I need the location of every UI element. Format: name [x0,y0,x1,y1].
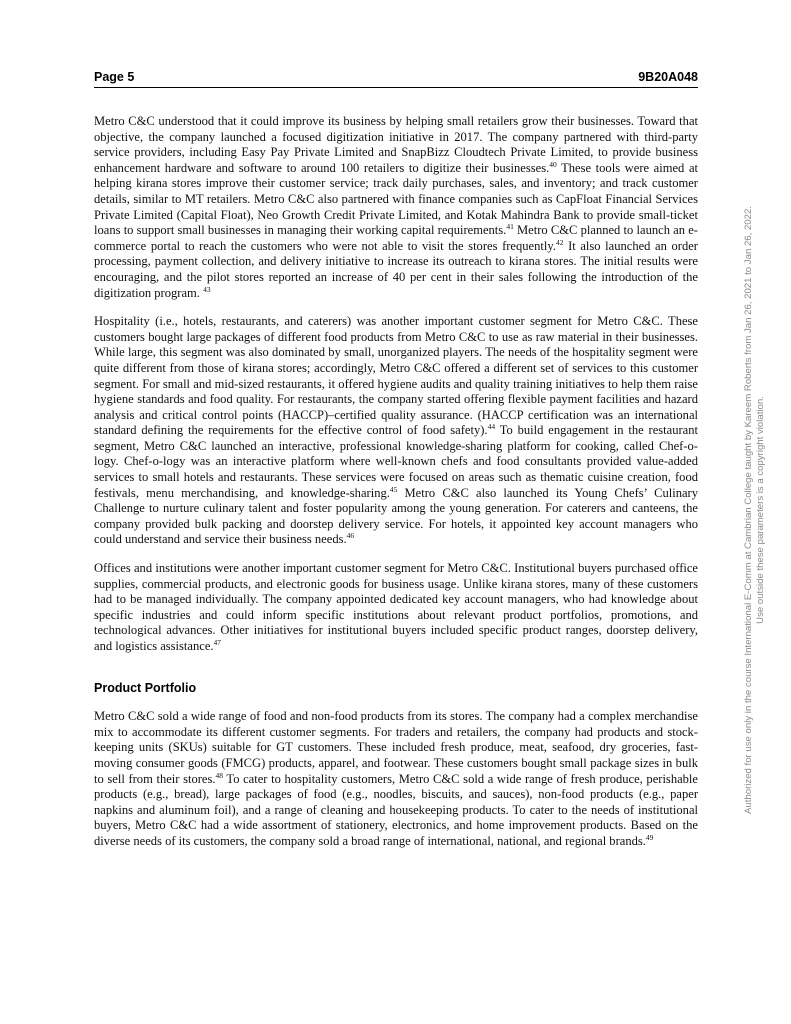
footnote-ref: 44 [487,422,496,432]
copyright-watermark [735,180,775,840]
document-body [94,114,698,863]
footnote-ref: 41 [506,222,514,232]
text-segment: It also launched an order processing, payment collection, and delivery initiative to increase its outreach to kirana stores. The initial results were encouraging, and the pilot stores reported an increase of 40 per cent in their sales following the introduction of the digitization program. [94,238,698,300]
paragraph-digitization [94,114,698,301]
paragraph-product-portfolio [94,709,698,849]
footnote-ref: 47 [213,638,222,647]
footnote-ref: 45 [389,484,398,494]
text-segment: To cater to hospitality customers, Metro C&C sold a wide range of fresh produce, perishable products (e.g., bread), large packages of food (e.g., noodles, biscuits, and sauces), non-food products (e.g., paper napkins and aluminum foil), and a range of cleaning and housekeeping products. To cater to the needs of institutional buyers, Metro C&C had a wide assortment of stationery, electronics, and home improvement products. Based on the diverse needs of its customers, the company sold a broad range of international, national, and regional brands. [94,771,698,848]
text-segment: Metro C&C planned to launch an e-commerce portal to reach the customers who were not able to visit the stores frequently. [94,223,698,253]
text-segment: Metro C&C understood that it could improve its business by helping small retailers grow their businesses. Toward that objective, the company launched a focused digitization initiative in 2017. The company partnered with third-party service providers, including Easy Pay Private Limited and SnapBizz Cloudtech Private Limited, to provide business enhancement hardware and software to around 100 retailers to digitize their businesses. [94,114,698,175]
footnote-ref: 40 [549,159,557,169]
text-segment: Metro C&C also launched its Young Chefs’ Culinary Challenge to nurture culinary talent and foster popularity among the young generation. For caterers and canteens, the company provided bulk packing and doorstep delivery service. For hotels, it appointed key account managers who could understand and service their business needs. [94,485,698,547]
text-segment: Hospitality (i.e., hotels, restaurants, and caterers) was another important customer segment for Metro C&C. These customers bought large packages of different food products from Metro C&C to use as raw material in their businesses. While large, this segment was also dominated by small, unorganized players. The needs of the hospitality segment were quite different from those of kirana stores; accordingly, Metro C&C offered a different set of services to this customer segment. For small and mid-sized restaurants, it offered hygiene audits and quality training initiatives to help them raise hygiene standards and food quality. For restaurants, the company started offering flexible payment facilities and hazard analysis and critical control points (HACCP)–certified quality assurance. (HACCP certification was an international standard defining the requirements for the effective control of food safety). [94,314,698,438]
page-number-label: Page 5 [94,70,135,84]
paragraph-institutions [94,561,698,655]
page-header [94,70,698,88]
document-code: 9B20A048 [638,70,698,84]
paragraph-hospitality [94,314,698,548]
footnote-ref: 46 [346,531,355,541]
watermark-line-1: Authorized for use only in the course International E-Comm at Cambrian College taught by Kareem Roberts from Jan 26, 2021 to Jan 26, 2022. [743,206,754,814]
header-rule [94,87,698,88]
footnote-ref: 42 [555,237,564,247]
text-segment: These tools were aimed at helping kirana stores improve their customer service; track daily purchases, sales, and inventory; and track customer details, similar to MT retailers. Metro C&C also partnered with finance companies such as CapFloat Financial Services Private Limited (Capital Float), Neo Growth Credit Private Limited, and Kotak Mahindra Bank to provide small-ticket loans to support small businesses in managing their working capital requirements. [94,160,698,238]
text-segment: Metro C&C sold a wide range of food and non-food products from its stores. The company had a complex merchandise mix to accommodate its different customer segments. For traders and retailers, the company had products and stock-keeping units (SKUs) suitable for GT customers. These included fresh produce, meat, seafood, dry groceries, fast-moving consumer goods (FMCG) products, apparel, and footwear. These customers bought small package sizes in bulk to sell from their stores. [94,709,698,786]
section-heading: Product Portfolio [94,680,197,695]
footnote-ref: 43 [203,284,211,294]
footnote-ref: 49 [645,832,654,842]
text-segment: Offices and institutions were another important customer segment for Metro C&C. Institutional buyers purchased office supplies, commercial products, and electronic goods for business usage. Unlike kirana stores, many of these customers had to be managed individually. The company appointed dedicated key account managers, who had knowledge about specific industries and could inform specific institutions about relevant product portfolios, promotions, and technological advances. Other initiatives for institutional buyers included specific product ranges, doorstep delivery, and logistics assistance. [94,561,698,653]
watermark-line-2: Use outside these parameters is a copyright violation. [755,396,766,624]
footnote-ref: 48 [215,770,224,780]
text-segment: To build engagement in the restaurant segment, Metro C&C launched an interactive, professional knowledge-sharing platform for cooking, called Chef-o-logy. Chef-o-logy was an interactive platform where well-known chefs and food consultants provided value-added services to small hotels and restaurants. These services were focused on areas such as thematic cuisine creation, food festivals, menu merchandising, and knowledge-sharing. [94,423,698,500]
